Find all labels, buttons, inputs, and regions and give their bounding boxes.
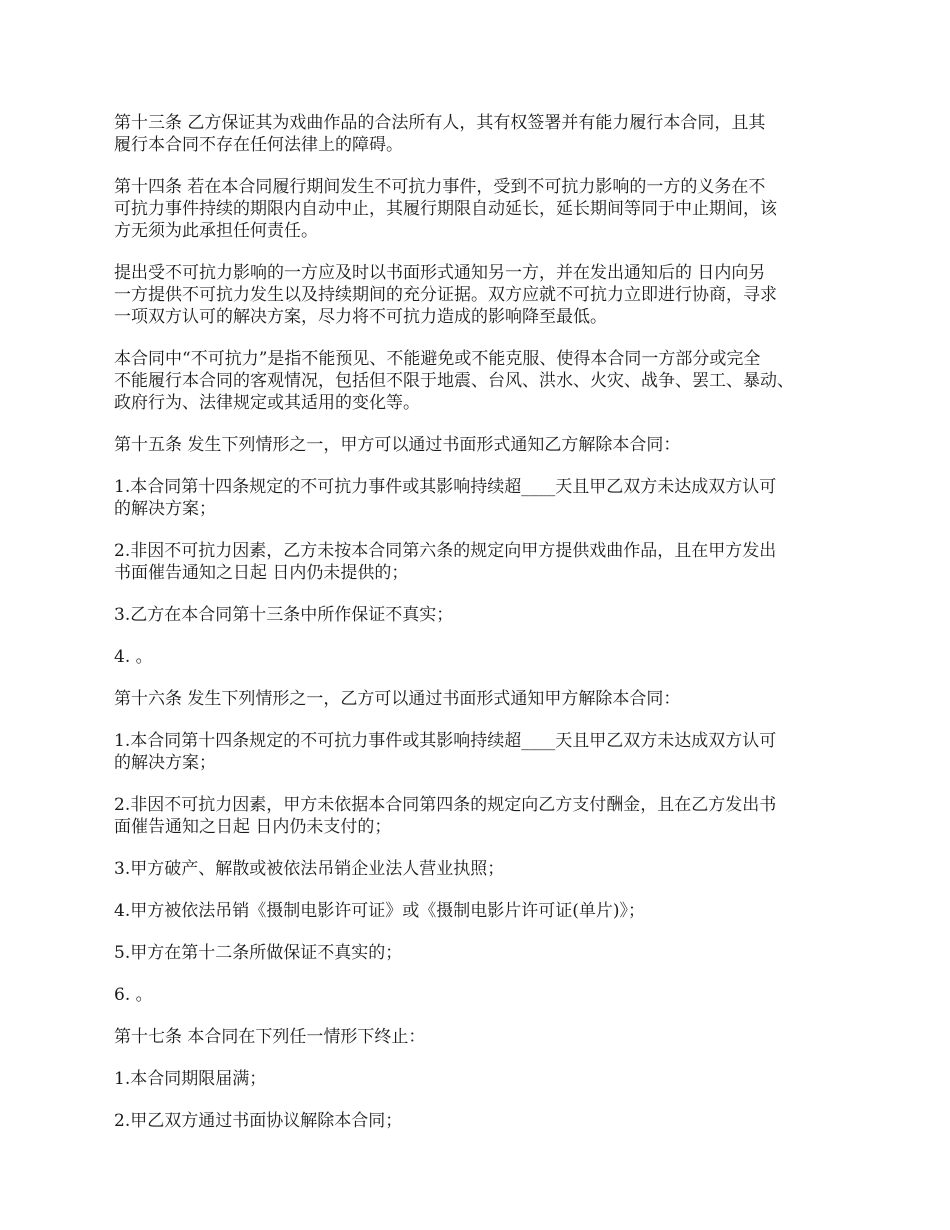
- article-13: 第十三条 乙方保证其为戏曲作品的合法所有人，其有权签署并有能力履行本合同，且其 履行本合同不存在任何法律上的障碍。: [114, 113, 766, 155]
- article-15-item-1: 1.本合同第十四条规定的不可抗力事件或其影响持续超____天且甲乙双方未达成双方认可 的解决方案；: [114, 477, 777, 519]
- force-majeure-notice: 提出受不可抗力影响的一方应及时以书面形式通知另一方，并在发出通知后的 日内向另 一方提供不可抗力发生以及持续期间的充分证据。双方应就不可抗力立即进行协商，寻求 一项双方认可的解决方案，尽力将不可抗力造成的影响降至最低。: [114, 263, 777, 327]
- article-15-item-3: 3.乙方在本合同第十三条中所作保证不真实；: [114, 605, 454, 625]
- article-17-item-2: 2.甲乙双方通过书面协议解除本合同；: [114, 1111, 403, 1131]
- article-16-item-4: 4.甲方被依法吊销《摄制电影许可证》或《摄制电影片许可证(单片)》；: [114, 901, 645, 921]
- article-16: 第十六条 发生下列情形之一，乙方可以通过书面形式通知甲方解除本合同：: [114, 689, 681, 709]
- article-17-item-1: 1.本合同期限届满；: [114, 1069, 267, 1089]
- article-16-item-3: 3.甲方破产、解散或被依法吊销企业法人营业执照；: [114, 859, 505, 879]
- article-16-item-2: 2.非因不可抗力因素，甲方未依据本合同第四条的规定向乙方支付酬金，且在乙方发出书 面催告通知之日起 日内仍未支付的；: [114, 795, 777, 837]
- document-body: [114, 112, 854, 1152]
- article-14: 第十四条 若在本合同履行期间发生不可抗力事件，受到不可抗力影响的一方的义务在不 可抗力事件持续的期限内自动中止，其履行期限自动延长，延长期间等同于中止期间，该 方无须为此承担任何责任。: [114, 177, 777, 241]
- article-16-item-6: 6. 。: [114, 985, 153, 1005]
- article-15-item-2: 2.非因不可抗力因素，乙方未按本合同第六条的规定向甲方提供戏曲作品，且在甲方发出 书面催告通知之日起 日内仍未提供的；: [114, 541, 777, 583]
- force-majeure-definition: 本合同中“不可抗力”是指不能预见、不能避免或不能克服、使得本合同一方部分或完全 不能履行本合同的客观情况，包括但不限于地震、台风、洪水、火灾、战争、罢工、暴动、 政府行为、法律规定或其适用的变化等。: [114, 349, 794, 413]
- article-16-item-5: 5.甲方在第十二条所做保证不真实的；: [114, 943, 403, 963]
- article-15-item-4: 4. 。: [114, 647, 153, 667]
- article-15: 第十五条 发生下列情形之一，甲方可以通过书面形式通知乙方解除本合同：: [114, 435, 681, 455]
- article-17: 第十七条 本合同在下列任一情形下终止：: [114, 1027, 426, 1047]
- article-16-item-1: 1.本合同第十四条规定的不可抗力事件或其影响持续超____天且甲乙双方未达成双方认可 的解决方案；: [114, 731, 777, 773]
